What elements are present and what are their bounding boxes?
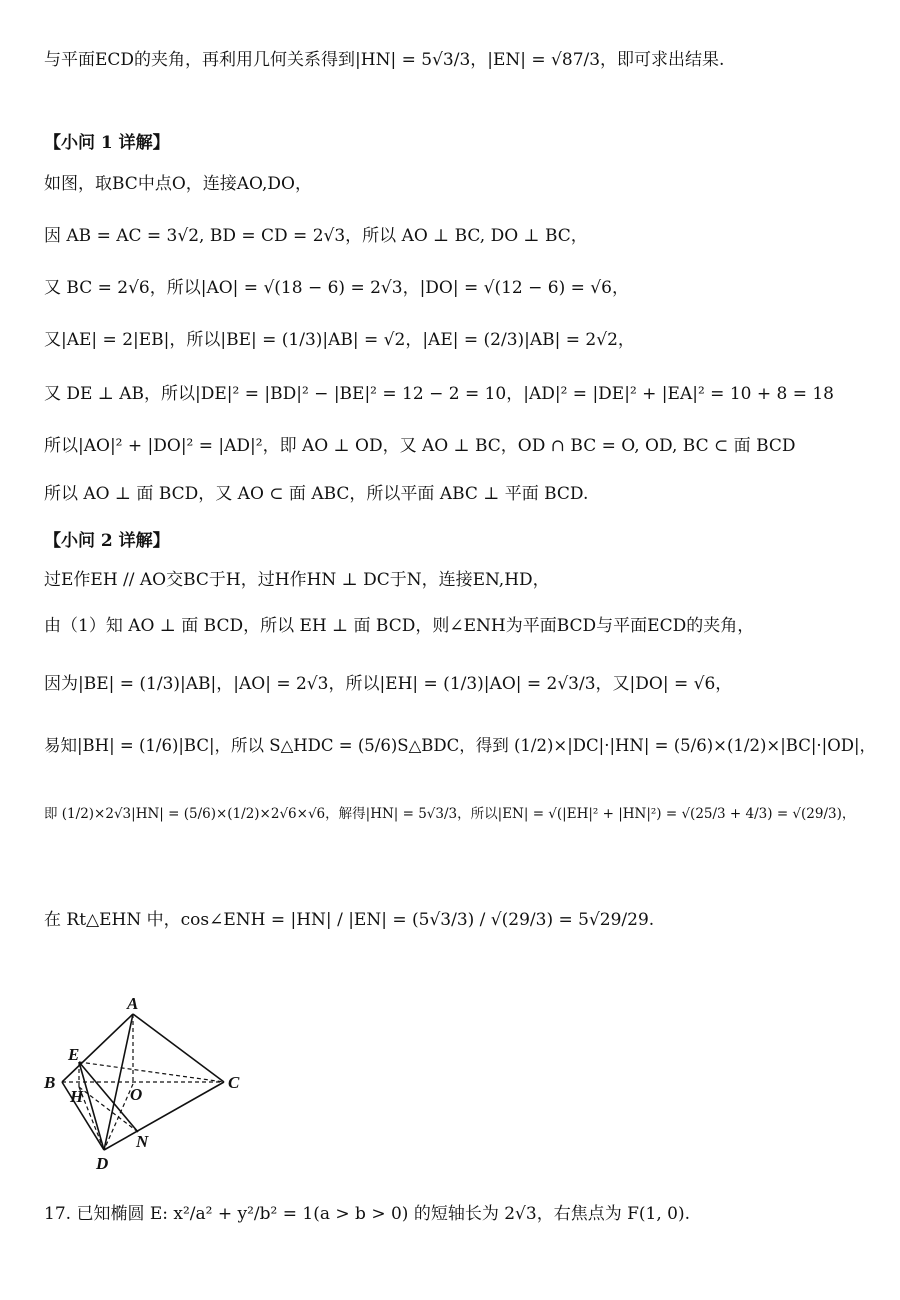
text-line: 即 (1/2)×2√3|HN| = (5/6)×(1/2)×2√6×√6，解得|HN| = 5√3/3，所以|EN| = √(|EH|² + |HN|²) = √(25/3 + 4/3) = √(29/3)， bbox=[44, 806, 856, 822]
tetrahedron-figure bbox=[40, 992, 260, 1172]
text-line: 易知|BH| = (1/6)|BC|，所以 S△HDC = (5/6)S△BDC，得到 (1/2)×|DC|·|HN| = (5/6)×(1/2)×|BC|·|OD|， bbox=[44, 736, 877, 755]
section-heading: 【小问 1 详解】 bbox=[44, 133, 170, 153]
text-line: 因为|BE| = (1/3)|AB|，|AO| = 2√3，所以|EH| = (1/3)|AO| = 2√3/3，又|DO| = √6， bbox=[44, 674, 733, 694]
text-line: 与平面ECD的夹角，再利用几何关系得到|HN| = 5√3/3，|EN| = √87/3，即可求出结果. bbox=[44, 50, 725, 70]
label-N: N bbox=[136, 1132, 149, 1151]
text-line: 17. 已知椭圆 E: x²/a² + y²/b² = 1(a > b > 0) 的短轴长为 2√3，右焦点为 F(1, 0). bbox=[44, 1204, 691, 1224]
text-line: 过E作EH // AO交BC于H，过H作HN ⊥ DC于N，连接EN,HD， bbox=[44, 570, 550, 590]
label-H: H bbox=[70, 1087, 84, 1106]
text-line: 在 Rt△EHN 中，cos∠ENH = |HN| / |EN| = (5√3/3) / √(29/3) = 5√29/29. bbox=[44, 910, 655, 930]
edge-ED bbox=[79, 1062, 104, 1150]
text-line: 如图，取BC中点O，连接AO,DO， bbox=[44, 174, 312, 194]
text-line: 又 DE ⊥ AB，所以|DE|² = |BD|² − |BE|² = 12 − 2 = 10，|AD|² = |DE|² + |EA|² = 10 + 8 = 18 bbox=[44, 384, 835, 404]
label-B: B bbox=[44, 1073, 56, 1092]
text-line: 所以|AO|² + |DO|² = |AD|²，即 AO ⊥ OD，又 AO ⊥ BC，OD ∩ BC = O, OD, BC ⊂ 面 BCD bbox=[44, 436, 796, 456]
dashed-OD bbox=[104, 1084, 133, 1150]
text-line: 又 BC = 2√6，所以|AO| = √(18 − 6) = 2√3，|DO| = √(12 − 6) = √6， bbox=[44, 278, 629, 298]
label-C: C bbox=[228, 1073, 240, 1092]
label-A: A bbox=[127, 994, 139, 1013]
text-line: 由（1）知 AO ⊥ 面 BCD，所以 EH ⊥ 面 BCD，则∠ENH为平面BCD与平面ECD的夹角， bbox=[44, 616, 755, 636]
label-O: O bbox=[130, 1085, 143, 1104]
text-line: 所以 AO ⊥ 面 BCD，又 AO ⊂ 面 ABC，所以平面 ABC ⊥ 平面 BCD. bbox=[44, 484, 589, 504]
section-heading: 【小问 2 详解】 bbox=[44, 531, 170, 551]
edge-AC bbox=[133, 1014, 224, 1082]
text-line: 因 AB = AC = 3√2, BD = CD = 2√3，所以 AO ⊥ BC, DO ⊥ BC， bbox=[44, 226, 588, 246]
text-line: 又|AE| = 2|EB|，所以|BE| = (1/3)|AB| = √2，|AE| = (2/3)|AB| = 2√2， bbox=[44, 330, 635, 350]
label-E: E bbox=[68, 1045, 80, 1064]
label-D: D bbox=[96, 1154, 109, 1172]
edge-CD bbox=[104, 1082, 224, 1150]
